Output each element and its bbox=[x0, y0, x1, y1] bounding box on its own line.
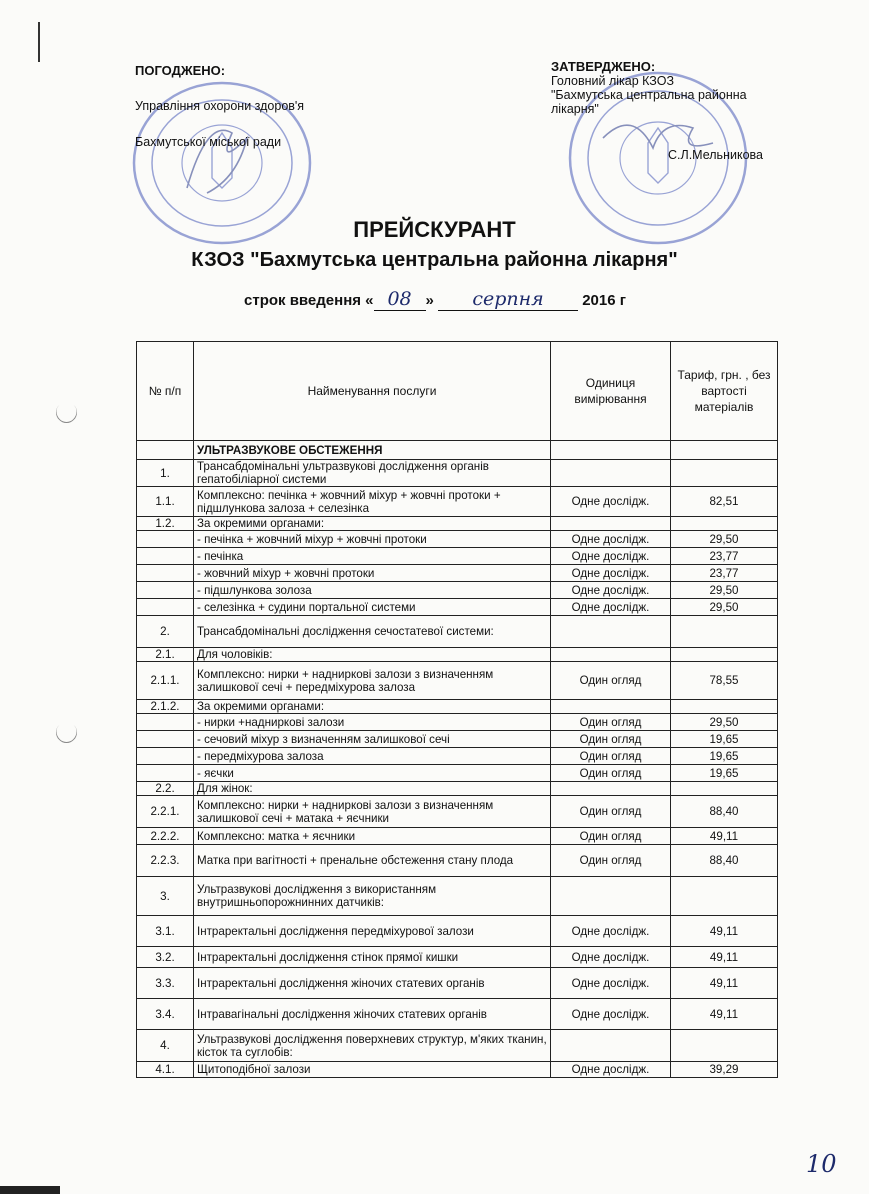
approval-left-line1: Управління охорони здоров'я bbox=[135, 99, 305, 113]
cell-tariff: 82,51 bbox=[671, 487, 778, 517]
cell-tariff: 49,11 bbox=[671, 916, 778, 947]
table-row bbox=[137, 662, 778, 700]
cell-name: За окремими органами: bbox=[194, 517, 551, 531]
approval-right-line1: Головний лікар КЗОЗ bbox=[551, 74, 674, 88]
cell-unit: Один огляд bbox=[551, 731, 671, 748]
cell-tariff bbox=[671, 517, 778, 531]
approval-right-line3: лікарня" bbox=[551, 102, 599, 116]
cell-name: Інтраректальні дослідження передміхурової залози bbox=[194, 916, 551, 947]
cell-tariff: 23,77 bbox=[671, 565, 778, 582]
cell-tariff: 49,11 bbox=[671, 828, 778, 845]
cell-unit: Одне дослідж. bbox=[551, 531, 671, 548]
cell-name: Для чоловіків: bbox=[194, 648, 551, 662]
cell-name: - печінка + жовчний міхур + жовчні протоки bbox=[194, 531, 551, 548]
cell-name: Інтраректальні дослідження жіночих статевих органів bbox=[194, 968, 551, 999]
effective-mid: » bbox=[425, 292, 434, 309]
cell-num: 4.1. bbox=[137, 1062, 194, 1078]
cell-name: - сечовий міхур з визначенням залишкової сечі bbox=[194, 731, 551, 748]
cell-name: Комплексно: нирки + надниркові залози з визначенням залишкової сечі + матака + яєчники bbox=[194, 796, 551, 828]
effective-month: серпня bbox=[472, 288, 544, 310]
table-body bbox=[137, 441, 778, 1078]
approval-right-block bbox=[551, 60, 747, 116]
page-number: 10 bbox=[806, 1150, 837, 1178]
cell-unit: Одне дослідж. bbox=[551, 1062, 671, 1078]
cell-num: 2.2.3. bbox=[137, 845, 194, 877]
cell-name: Комплексно: печінка + жовчний міхур + жовчні протоки + підшлункова залоза + селезінка bbox=[194, 487, 551, 517]
cell-num: 3.1. bbox=[137, 916, 194, 947]
cell-name: Для жінок: bbox=[194, 782, 551, 796]
cell-tariff: 29,50 bbox=[671, 531, 778, 548]
table-row bbox=[137, 548, 778, 565]
signer-name: С.Л.Мельникова bbox=[668, 148, 763, 162]
cell-tariff: 19,65 bbox=[671, 765, 778, 782]
cell-unit bbox=[551, 441, 671, 460]
table-row bbox=[137, 616, 778, 648]
document-title: ПРЕЙСКУРАНТ bbox=[353, 217, 516, 242]
cell-name: Трансабдомінальні ультразвукові дослідження органів гепатобіліарної системи bbox=[194, 460, 551, 487]
cell-tariff: 39,29 bbox=[671, 1062, 778, 1078]
cell-name: - передміхурова залоза bbox=[194, 748, 551, 765]
cell-num: 4. bbox=[137, 1030, 194, 1062]
cell-num: 3. bbox=[137, 877, 194, 916]
cell-name: - яєчки bbox=[194, 765, 551, 782]
cell-name: Матка при вагітності + пренальне обстеження стану плода bbox=[194, 845, 551, 877]
cell-tariff: 88,40 bbox=[671, 796, 778, 828]
cell-num: 1.2. bbox=[137, 517, 194, 531]
cell-num: 3.3. bbox=[137, 968, 194, 999]
cell-tariff bbox=[671, 782, 778, 796]
effective-prefix: строк введення « bbox=[244, 292, 374, 309]
cell-num bbox=[137, 599, 194, 616]
table-row bbox=[137, 460, 778, 487]
page-edge-mark bbox=[38, 22, 40, 62]
cell-unit: Одне дослідж. bbox=[551, 548, 671, 565]
cell-name: - селезінка + судини портальної системи bbox=[194, 599, 551, 616]
cell-num: 2.1.2. bbox=[137, 700, 194, 714]
header-num: № п/п bbox=[137, 342, 194, 441]
table-row bbox=[137, 1030, 778, 1062]
scan-edge-shadow bbox=[0, 1186, 60, 1194]
cell-name: Інтраректальні дослідження стінок прямої кишки bbox=[194, 947, 551, 968]
cell-tariff bbox=[671, 616, 778, 648]
cell-tariff: 49,11 bbox=[671, 999, 778, 1030]
header-unit: Одиниця вимірювання bbox=[551, 342, 671, 441]
cell-name: - нирки +надниркові залози bbox=[194, 714, 551, 731]
binder-hole-mark bbox=[52, 398, 82, 428]
cell-unit: Одне дослідж. bbox=[551, 565, 671, 582]
cell-unit bbox=[551, 460, 671, 487]
table-row bbox=[137, 599, 778, 616]
approval-right-label: ЗАТВЕРДЖЕНО: bbox=[551, 59, 656, 74]
cell-unit: Один огляд bbox=[551, 828, 671, 845]
cell-tariff bbox=[671, 877, 778, 916]
cell-num bbox=[137, 731, 194, 748]
cell-unit: Один огляд bbox=[551, 748, 671, 765]
table-header-row bbox=[137, 342, 778, 441]
cell-num bbox=[137, 565, 194, 582]
table-row bbox=[137, 648, 778, 662]
cell-num: 1.1. bbox=[137, 487, 194, 517]
cell-tariff: 88,40 bbox=[671, 845, 778, 877]
cell-tariff: 78,55 bbox=[671, 662, 778, 700]
cell-num: 2.1. bbox=[137, 648, 194, 662]
table-row bbox=[137, 582, 778, 599]
cell-name: - печінка bbox=[194, 548, 551, 565]
cell-tariff bbox=[671, 700, 778, 714]
cell-unit bbox=[551, 700, 671, 714]
table-row bbox=[137, 565, 778, 582]
table-row bbox=[137, 731, 778, 748]
approval-right-line2: "Бахмутська центральна районна bbox=[551, 88, 747, 102]
table-row bbox=[137, 947, 778, 968]
cell-num: 1. bbox=[137, 460, 194, 487]
cell-num: 2.2.2. bbox=[137, 828, 194, 845]
table-row bbox=[137, 877, 778, 916]
cell-name: Комплексно: нирки + надниркові залози з визначенням залишкової сечі + передміхурова залоза bbox=[194, 662, 551, 700]
cell-tariff: 49,11 bbox=[671, 968, 778, 999]
cell-num: 2.2. bbox=[137, 782, 194, 796]
cell-unit bbox=[551, 1030, 671, 1062]
cell-tariff bbox=[671, 460, 778, 487]
document-subtitle: КЗОЗ "Бахмутська центральна районна лікарня" bbox=[191, 249, 678, 271]
cell-num: 2.2.1. bbox=[137, 796, 194, 828]
table-row bbox=[137, 765, 778, 782]
approval-left-block bbox=[135, 63, 305, 149]
cell-num bbox=[137, 582, 194, 599]
cell-name: Інтравагінальні дослідження жіночих статевих органів bbox=[194, 999, 551, 1030]
cell-num bbox=[137, 441, 194, 460]
effective-year: 2016 г bbox=[582, 292, 627, 309]
cell-unit bbox=[551, 648, 671, 662]
cell-unit: Один огляд bbox=[551, 796, 671, 828]
effective-day: 08 bbox=[387, 288, 412, 310]
cell-unit bbox=[551, 517, 671, 531]
cell-unit: Одне дослідж. bbox=[551, 999, 671, 1030]
cell-unit: Один огляд bbox=[551, 765, 671, 782]
cell-unit bbox=[551, 616, 671, 648]
cell-unit bbox=[551, 782, 671, 796]
price-table bbox=[136, 341, 778, 1078]
table-row bbox=[137, 782, 778, 796]
table-row bbox=[137, 999, 778, 1030]
cell-unit: Один огляд bbox=[551, 714, 671, 731]
table-row bbox=[137, 714, 778, 731]
cell-tariff bbox=[671, 648, 778, 662]
cell-num: 2. bbox=[137, 616, 194, 648]
cell-num: 2.1.1. bbox=[137, 662, 194, 700]
cell-unit: Одне дослідж. bbox=[551, 968, 671, 999]
table-row bbox=[137, 441, 778, 460]
cell-tariff: 23,77 bbox=[671, 548, 778, 565]
cell-unit: Одне дослідж. bbox=[551, 599, 671, 616]
table-row bbox=[137, 700, 778, 714]
cell-unit: Одне дослідж. bbox=[551, 916, 671, 947]
cell-name: Комплексно: матка + яєчники bbox=[194, 828, 551, 845]
cell-name: Щитоподібної залози bbox=[194, 1062, 551, 1078]
table-row bbox=[137, 517, 778, 531]
cell-tariff: 29,50 bbox=[671, 599, 778, 616]
cell-num bbox=[137, 714, 194, 731]
binder-hole-mark bbox=[52, 718, 82, 748]
cell-num bbox=[137, 531, 194, 548]
cell-tariff: 29,50 bbox=[671, 714, 778, 731]
cell-num bbox=[137, 748, 194, 765]
cell-name: Ультразвукові дослідження з використанням внутришньопорожнинних датчиків: bbox=[194, 877, 551, 916]
cell-tariff: 29,50 bbox=[671, 582, 778, 599]
cell-num bbox=[137, 765, 194, 782]
cell-tariff: 19,65 bbox=[671, 731, 778, 748]
table-row bbox=[137, 796, 778, 828]
table-row bbox=[137, 968, 778, 999]
cell-num bbox=[137, 548, 194, 565]
cell-unit: Одне дослідж. bbox=[551, 487, 671, 517]
cell-num: 3.2. bbox=[137, 947, 194, 968]
cell-name: Ультразвукові дослідження поверхневих структур, м'яких тканин, кісток та суглобів: bbox=[194, 1030, 551, 1062]
cell-name: - підшлункова золоза bbox=[194, 582, 551, 599]
approval-left-label: ПОГОДЖЕНО: bbox=[135, 63, 226, 78]
approval-left-line2: Бахмутської міської ради bbox=[135, 135, 282, 149]
cell-unit: Одне дослідж. bbox=[551, 582, 671, 599]
cell-name: - жовчний міхур + жовчні протоки bbox=[194, 565, 551, 582]
table-row bbox=[137, 748, 778, 765]
cell-tariff: 49,11 bbox=[671, 947, 778, 968]
table-row bbox=[137, 487, 778, 517]
table-row bbox=[137, 1062, 778, 1078]
cell-name: Трансабдомінальні дослідження сечостатевої системи: bbox=[194, 616, 551, 648]
cell-tariff bbox=[671, 441, 778, 460]
cell-unit: Один огляд bbox=[551, 662, 671, 700]
cell-name: УЛЬТРАЗВУКОВЕ ОБСТЕЖЕННЯ bbox=[194, 441, 551, 460]
table-row bbox=[137, 845, 778, 877]
cell-unit bbox=[551, 877, 671, 916]
effective-date bbox=[244, 288, 626, 311]
table-row bbox=[137, 828, 778, 845]
cell-unit: Один огляд bbox=[551, 845, 671, 877]
cell-tariff: 19,65 bbox=[671, 748, 778, 765]
cell-num: 3.4. bbox=[137, 999, 194, 1030]
table-row bbox=[137, 916, 778, 947]
header-tariff: Тариф, грн. , без вартості матеріалів bbox=[671, 342, 778, 441]
cell-name: За окремими органами: bbox=[194, 700, 551, 714]
cell-tariff bbox=[671, 1030, 778, 1062]
cell-unit: Одне дослідж. bbox=[551, 947, 671, 968]
header-name: Найменування послуги bbox=[194, 342, 551, 441]
table-row bbox=[137, 531, 778, 548]
